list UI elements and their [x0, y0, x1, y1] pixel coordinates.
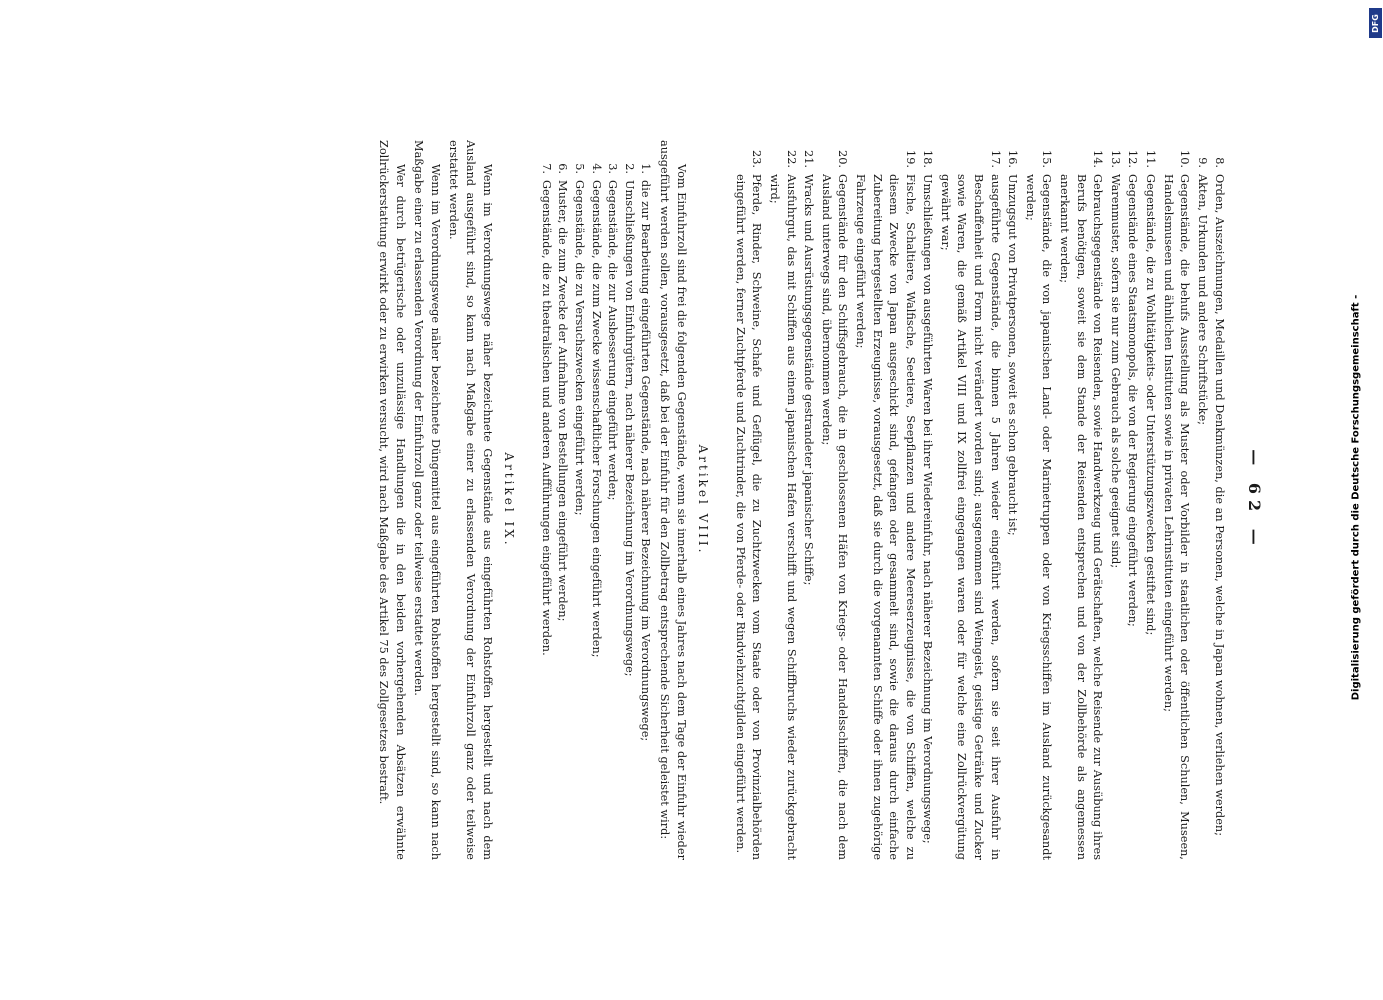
list-item: 3. Gegenstände, die zur Ausbesserung eingeführt werden;: [606, 163, 620, 501]
page-number: — 62 —: [1245, 449, 1264, 551]
article-heading: Artikel IX.: [502, 452, 517, 548]
list-item: 8. Orden, Auszeichnungen, Medaillen und Denkmünzen, die an Personen, welche in Japan wohnen, verliehen werden;: [1213, 157, 1227, 836]
article-paragraph: Wenn im Verordnungswege näher bezeichnete Gegenstände aus eingeführten Rohstoffen hergestellt und nach dem Ausland ausgeführt sind, so kann nach Maßgabe einer zu erlassenden Verordnung der Einfuhrzoll ganz oder teilweise erstattet werden.: [447, 140, 494, 860]
article-paragraph: Wenn im Verordnungswege näher bezeichnete Düngemittel aus eingeführten Rohstoffen hergestellt sind, so kann nach Maßgabe einer zu erlassenden Verordnung der Einfuhrzoll ganz oder teilweise erstattet werden.: [412, 140, 442, 860]
list-item: 23. Pferde, Rinder, Schweine, Schafe und Geflügel, die zu Zuchtzwecken vom Staate oder von Provinzialbehörden eingeführt werden, ferner Zuchtpferde und Zuchtrinder, die von Pferde- oder Rindviehzuchtgilden eingeführt werden.: [733, 150, 764, 860]
list-item: 9. Akten, Urkunden und andere Schriftstücke;: [1195, 157, 1209, 426]
list-item: 17. ausgeführte Gegenstände, die binnen 5 Jahren wieder eingeführt werden, sofern sie seit ihrer Ausfuhr in Beschaffenheit und Form nicht verändert worden sind; ausgenommen sind Weingeist, geistige Getränke und Zucker sowie Waren, die gemäß Artikel VIII und IX zollfrei eingegangen waren oder für welche eine Zollrückvergütung gewährt war;: [938, 150, 1002, 860]
list-item: 1. die zur Bearbeitung eingeführten Gegenstände, nach näherer Bezeichnung im Verordnungswege;: [639, 163, 653, 742]
scanned-document-page: [56, 100, 1326, 900]
list-item: 7. Gegenstände, die zu theatralischen und anderen Aufführungen eingeführt werden.: [539, 163, 553, 656]
list-item: 22. Ausfuhrgut, das mit Schiffen aus einem japanischen Hafen verschifft und wegen Schiffbruchs wieder zurückgebracht wird;: [767, 150, 798, 860]
dfg-logo: DFG: [1369, 8, 1382, 38]
list-item: 11. Gegenstände, die zu Wohltätigkeits- oder Unterstützungszwecken gestiftet sind;: [1144, 150, 1158, 636]
article-paragraph: Wer durch betrügerische oder unzulässige Handlungen die in den beiden vorhergehenden Absätzen erwähnte Zollrückerstattung erwirkt oder zu erwirken versucht, wird nach Maßgabe des Artikel 75 des Zollgesetzes bestraft.: [377, 140, 407, 860]
list-item: 14. Gebrauchsgegenstände von Reisenden, sowie Handwerkzeug und Gerätschaften, welche Reisende zur Ausübung ihres Berufs benötigen, soweit sie dem Stande der Reisenden entsprechen und von der Zollbehörde als angemessen anerkannt werden;: [1058, 150, 1105, 860]
list-item: 10. Gegenstände, die behufs Ausstellung als Muster oder Vorbilder in staatlichen oder öffentlichen Schulen, Museen, Handelsmuseen und ähnlichen Instituten sowie in privaten Lehrinstituten eingeführt werden;: [1161, 150, 1192, 860]
list-item: 16. Umzugsgut von Privatpersonen, soweit es schon gebraucht ist;: [1006, 150, 1020, 536]
list-item: 18. Umschließungen von ausgeführten Waren bei ihrer Wiedereinfuhr, nach näherer Bezeichnung im Verordnungswege;: [921, 150, 935, 844]
list-item: 21. Wracks und Ausrüstungsgegenstände gestrandeter japanischer Schiffe;: [802, 150, 816, 586]
list-item: 12. Gegenstände eines Staatsmonopols, die von der Regierung eingeführt werden;: [1126, 150, 1140, 627]
article-intro: Vom Einfuhrzoll sind frei die folgenden Gegenstände, wenn sie innerhalb eines Jahres nach dem Tage der Einfuhr wieder ausgeführt werden sollen, vorausgesetzt, daß bei der Einfuhr für den Zollbetrag entsprechende Sicherheit geleistet wird:: [658, 140, 688, 861]
exemption-list: [731, 140, 1227, 860]
list-item: 13. Warenmuster, sofern sie nur zum Gebrauch als solche geeignet sind;: [1108, 150, 1122, 569]
article-heading: Artikel VIII.: [696, 444, 711, 556]
list-item: 5. Gegenstände, die zu Versuchszwecken eingeführt werden;: [573, 163, 587, 516]
list-item: 6. Muster, die zum Zwecke der Aufnahme von Bestellungen eingeführt werden;: [556, 163, 570, 622]
digitization-note: Digitalisierung gefördert durch die Deutsche Forschungsgemeinschaft -: [1350, 294, 1362, 701]
article-item-list: [537, 140, 653, 860]
list-item: 2. Umschließungen von Einfuhrgütern, nach näherer Bezeichnung im Verordnungswege;: [622, 163, 636, 677]
list-item: 20. Gegenstände für den Schiffsgebrauch, die in geschlossenen Häfen von Kriegs- oder Handelsschiffen, die nach dem Ausland unterwegs sind, übernommen werden;: [819, 150, 850, 860]
list-item: 4. Gegenstände, die zum Zwecke wissenschaftlicher Forschungen eingeführt werden;: [589, 163, 603, 658]
list-item: 19. Fische, Schaltiere, Walfische, Seetiere, Seepflanzen und andere Meereserzeugnisse, die von Schiffen, welche zu diesem Zwecke von Japan ausgeschickt sind, gefangen oder gesammelt sind, sowie die daraus durch einfache Zubereitung hergestellten Erzeugnisse, vorausgesetzt, daß sie durch die vorgenannten Schiffe oder ihnen zugehörige Fahrzeuge eingeführt werden;: [853, 150, 917, 860]
list-item: 15. Gegenstände, die von japanischen Land- oder Marinetruppen oder von Kriegsschiffen im Ausland zurückgesandt werden;: [1023, 150, 1054, 860]
